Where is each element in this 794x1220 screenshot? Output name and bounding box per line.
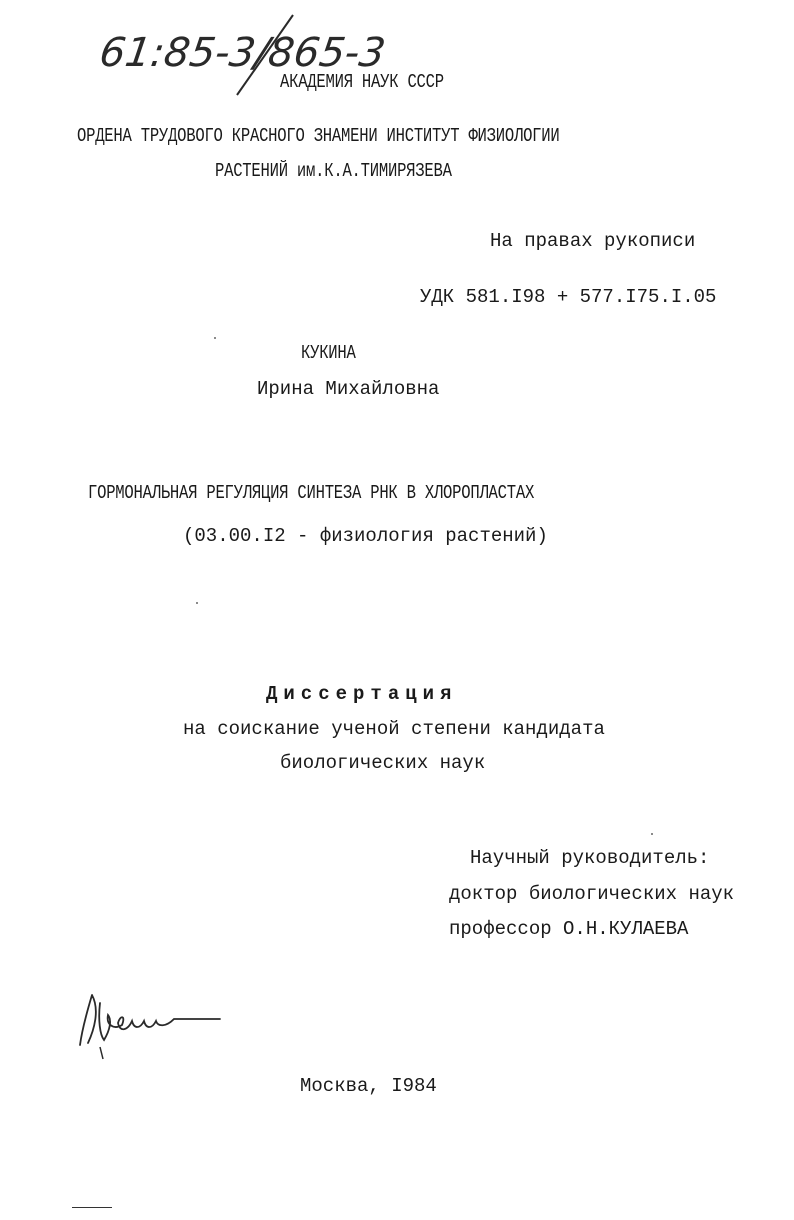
speck [651,833,653,835]
dissertation-title: ГОРМОНАЛЬНАЯ РЕГУЛЯЦИЯ СИНТЕЗА РНК В ХЛОРОПЛАСТАХ [88,482,535,504]
archive-code: 61:85-3/865-3 [96,30,389,76]
institute-line-1: ОРДЕНА ТРУДОВОГО КРАСНОГО ЗНАМЕНИ ИНСТИТУТ ФИЗИОЛОГИИ [77,125,560,147]
supervisor-label: Научный руководитель: [470,847,710,869]
author-surname: КУКИНА [301,342,356,364]
speck [214,337,216,339]
degree-line-2: биологических наук [280,752,486,774]
degree-line-1: на соискание ученой степени кандидата [183,718,605,740]
speck [196,602,198,604]
academy-name: АКАДЕМИЯ НАУК СССР [280,71,444,93]
city-year: Москва, I984 [300,1075,437,1097]
page-bottom-rule [72,1207,112,1208]
supervisor-degree: доктор биологических наук [449,883,735,905]
document-type: Диссертация [266,683,458,705]
author-signature [70,985,240,1065]
institute-line-2: РАСТЕНИЙ им.К.А.ТИМИРЯЗЕВА [215,160,452,182]
supervisor-name: профессор О.Н.КУЛАЕВА [449,918,689,940]
specialty-code: (03.00.I2 - физиология растений) [183,525,548,547]
udc-code: УДК 581.I98 + 577.I75.I.05 [420,286,717,308]
author-name: Ирина Михайловна [257,378,440,400]
rights-notice: На правах рукописи [490,230,696,252]
